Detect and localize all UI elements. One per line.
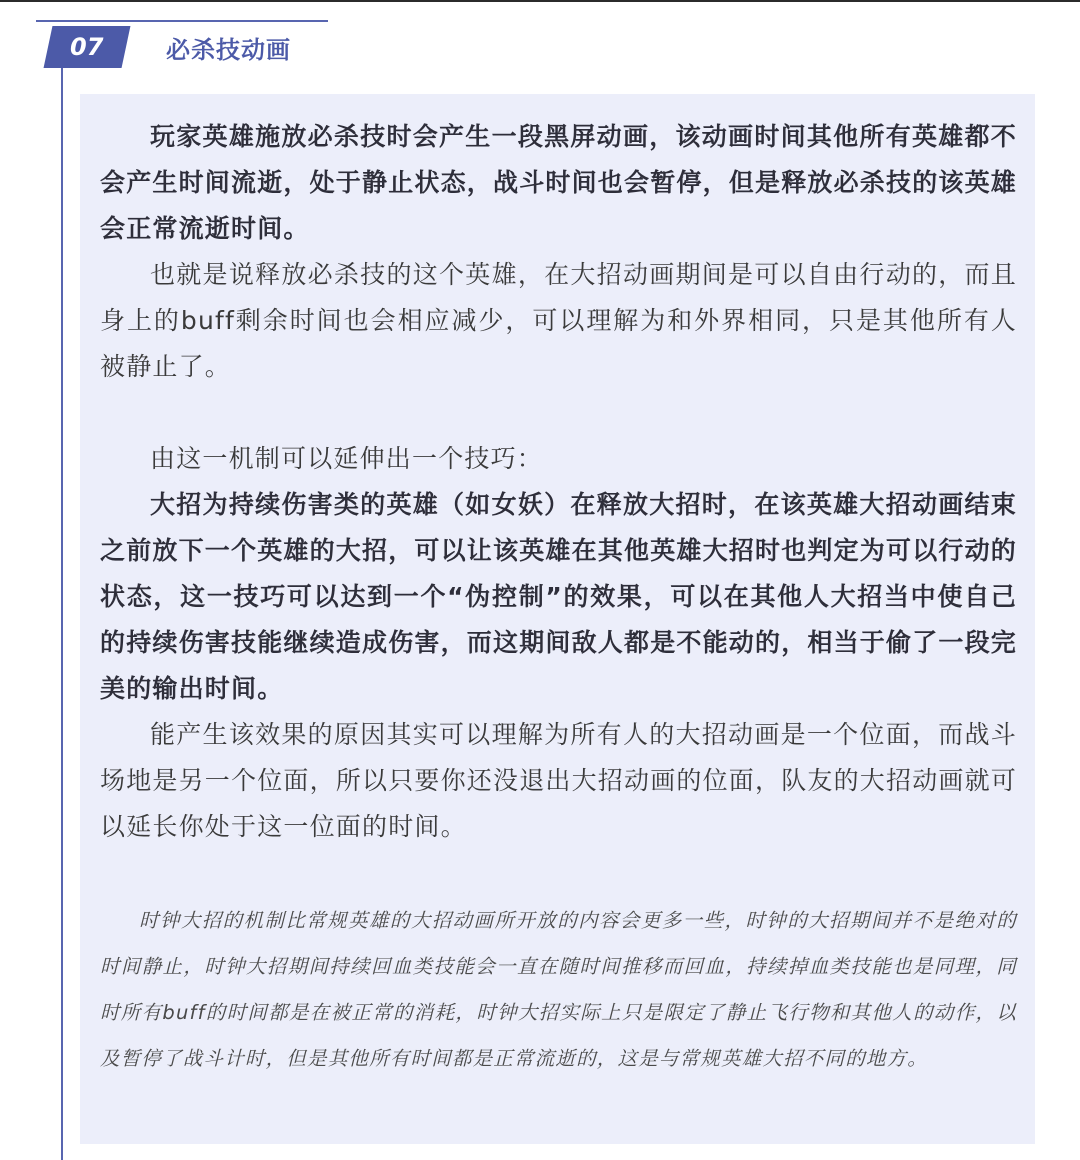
spacer	[100, 390, 1017, 436]
left-rule	[61, 60, 63, 1160]
note-paragraph: 时钟大招的机制比常规英雄的大招动画所开放的内容会更多一些，时钟的大招期间并不是绝对的时间静止，时钟大招期间持续回血类技能会一直在随时间推移而回血，持续掉血类技能也是同理，同时所有buff的时间都是在被正常的消耗，时钟大招实际上只是限定了静止飞行物和其他人的动作，以及暂停了战斗计时，但是其他所有时间都是正常流逝的，这是与常规英雄大招不同的地方。	[100, 909, 1017, 1070]
paragraph-3: 由这一机制可以延伸出一个技巧：	[150, 444, 544, 473]
paragraph-4: 大招为持续伤害类的英雄（如女妖）在释放大招时，在该英雄大招动画结束之前放下一个英雄的大招，可以让该英雄在其他英雄大招时也判定为可以行动的状态，这一技巧可以达到一个“伪控制”的效果，可以在其他人大招当中使自己的持续伤害技能继续造成伤害，而这期间敌人都是不能动的，相当于偷了一段完美的输出时间。	[100, 490, 1018, 703]
section-title: 必杀技动画	[166, 36, 291, 64]
header-line	[36, 20, 328, 22]
top-rule	[0, 0, 1080, 2]
spacer	[100, 850, 1017, 898]
paragraph-1: 玩家英雄施放必杀技时会产生一段黑屏动画，该动画时间其他所有英雄都不会产生时间流逝，处于静止状态，战斗时间也会暂停，但是释放必杀技的该英雄会正常流逝时间。	[100, 122, 1018, 243]
section-number-badge	[44, 26, 131, 68]
paragraph-2: 也就是说释放必杀技的这个英雄，在大招动画期间是可以自由行动的，而且身上的buff剩余时间也会相应减少，可以理解为和外界相同，只是其他所有人被静止了。	[100, 260, 1017, 381]
content-box	[80, 94, 1035, 1144]
section-number: 07	[70, 33, 104, 61]
paragraph-5: 能产生该效果的原因其实可以理解为所有人的大招动画是一个位面，而战斗场地是另一个位面，所以只要你还没退出大招动画的位面，队友的大招动画就可以延长你处于这一位面的时间。	[100, 720, 1018, 841]
